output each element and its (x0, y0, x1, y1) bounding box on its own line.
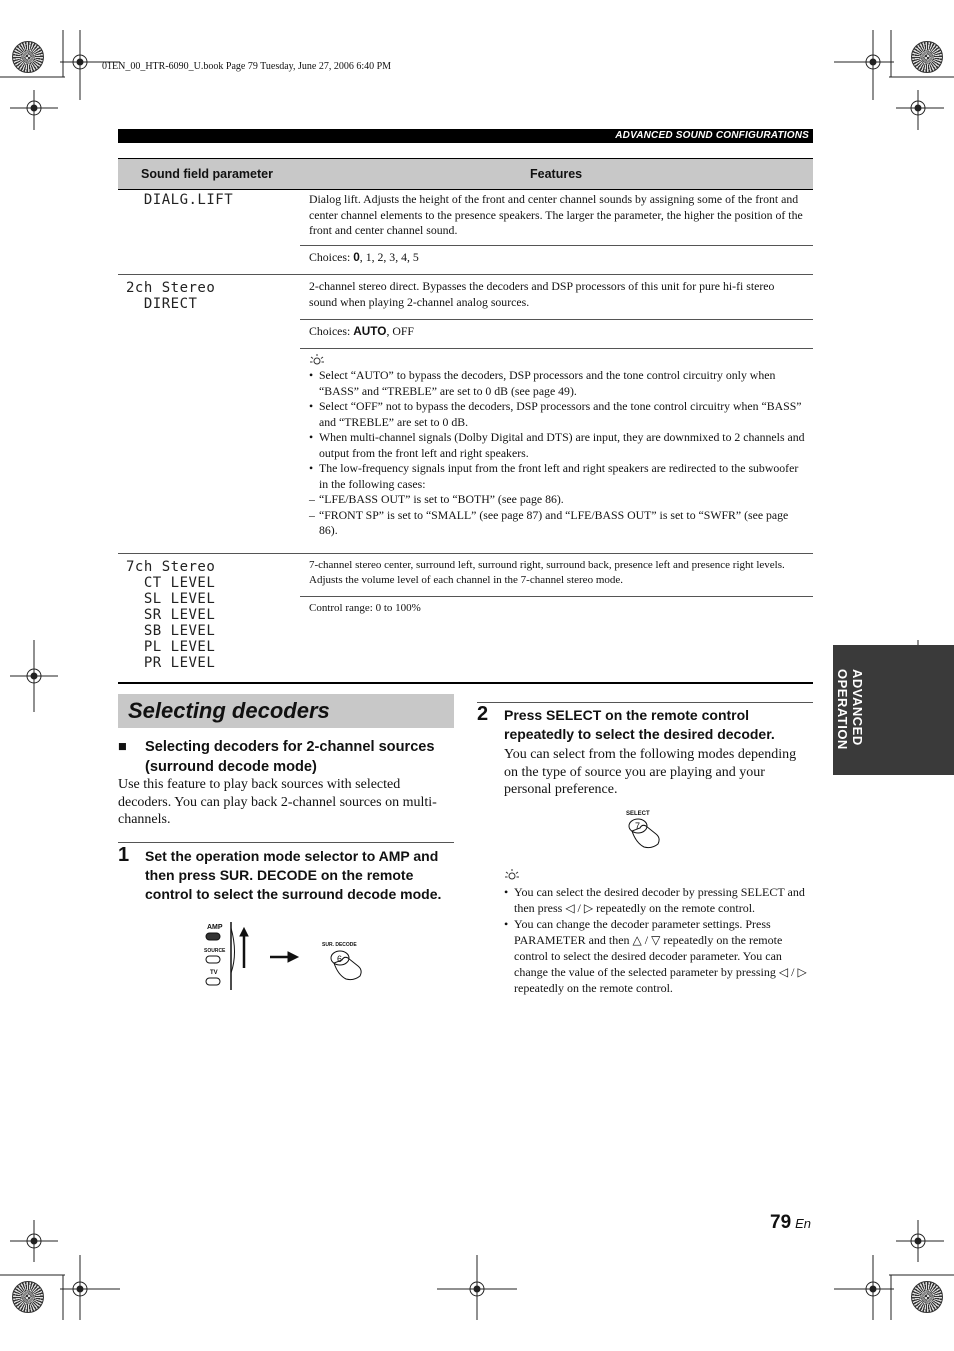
choices-2ch-stereo: Choices: AUTO, OFF (309, 324, 414, 338)
row-divider (118, 553, 813, 554)
table-bottom-rule (118, 682, 813, 684)
step-divider (477, 702, 813, 703)
fig1-source-label: SOURCE (204, 948, 226, 954)
fig1-tv-label: TV (210, 970, 218, 976)
fig1-sur-decode-label: SUR. DECODE (322, 942, 357, 948)
fig2-select-label: SELECT (626, 811, 650, 817)
choices-dialog-lift: Choices: 0, 1, 2, 3, 4, 5 (309, 250, 419, 264)
tip-item: • You can select the desired decoder by pressing SELECT and then press ◁ / ▷ repeatedly on the remote control. (504, 884, 809, 916)
sub-tip-item: – “LFE/BASS OUT” is set to “BOTH” (see page 86). (309, 492, 805, 508)
subheading-bullet: ■ (118, 739, 127, 755)
step-2-number: 2 (477, 703, 489, 725)
intro-text: Use this feature to play back sources with selected decoders. You can play back 2-channel sources on multi-channels. (118, 777, 437, 827)
step-divider (118, 842, 454, 843)
tip-item: • The low-frequency signals input from the front left and right speakers are redirected to the subwoofer in the following cases: (309, 461, 805, 492)
choice-default: 0 (353, 250, 360, 264)
choice-default: AUTO (353, 324, 387, 338)
column-header-features: Features (530, 167, 583, 181)
row-divider (300, 245, 813, 246)
subheading: Selecting decoders for 2-channel sources (surround decode mode) (145, 739, 435, 775)
section-header-bar (118, 129, 813, 143)
tip-item: • Select “OFF” not to bypass the decoders, DSP processors and the tone control circuitry when “BASS” and “TREBLE” are set to 0 dB. (309, 399, 805, 430)
control-range-7ch-stereo: Control range: 0 to 100% (309, 602, 421, 614)
row-divider (300, 319, 813, 320)
page-number: 79 (770, 1212, 792, 1233)
step-2-body: You can select from the following modes depending on the type of source you are playing and your personal preference. (504, 747, 797, 797)
fig1-key-6: 6 (337, 954, 343, 964)
feature-7ch-stereo: 7-channel stereo center, surround left, surround right, surround back, presence left and presence right levels. Adjusts the volume level of each channel in the 7-channel stereo mode. (309, 559, 785, 586)
tip-item: • Select “AUTO” to bypass the decoders, DSP processors and the tone control circuitry only when “BASS” and “TREBLE” are set to 0 dB (see page 49). (309, 368, 805, 399)
fig1-amp-label: AMP (207, 924, 223, 931)
step-2-text: Press SELECT on the remote control repeatedly to select the desired decoder. (504, 707, 775, 742)
tip-lightbulb-icon (309, 353, 325, 367)
param-7ch-stereo: 7ch Stereo CT LEVEL SL LEVEL SR LEVEL SB LEVEL PL LEVEL PR LEVEL (126, 559, 216, 671)
row-divider (118, 274, 813, 275)
column-header-parameter: Sound field parameter (141, 167, 273, 181)
tip-item: • You can change the decoder parameter settings. Press PARAMETER and then △ / ▽ repeatedly on the remote control to select the desired decoder parameter. You can change the value of the selected parameter by pressing ◁ / ▷ repeatedly on the remote control. (504, 916, 809, 996)
page-number-block (770, 1212, 811, 1234)
row-divider (300, 348, 813, 349)
page-language: En (795, 1216, 812, 1231)
feature-2ch-stereo: 2-channel stereo direct. Bypasses the decoders and DSP processors of this unit for pure hi-fi stereo sound when playing 2-channel analog sources. (309, 279, 775, 309)
book-info: 01EN_00_HTR-6090_U.book Page 79 Tuesday, June 27, 2006 6:40 PM (102, 61, 392, 72)
param-dialog-lift: DIALG.LIFT (126, 192, 234, 208)
tip-item: • When multi-channel signals (Dolby Digital and DTS) are input, they are downmixed to 2 channels and output from the front left and right speakers. (309, 430, 805, 461)
param-2ch-stereo: 2ch Stereo DIRECT (126, 280, 216, 312)
select-key-figure (620, 806, 680, 858)
section-header-label: ADVANCED SOUND CONFIGURATIONS (615, 130, 809, 141)
tips-step-2 (504, 884, 809, 996)
amp-mode-selector-figure (200, 918, 380, 996)
sub-tip-item: – “FRONT SP” is set to “SMALL” (see page 87) and “LFE/BASS OUT” is set to “SWFR” (see page 86). (309, 508, 805, 539)
side-tab-label: ADVANCED OPERATION (835, 669, 865, 750)
feature-dialog-lift: Dialog lift. Adjusts the height of the front and center channel sounds by assigning some of the front and center channel elements to the presence speakers. The larger the parameter, the higher the position of the front and center channel sound. (309, 192, 803, 237)
side-tab-advanced-operation (833, 645, 954, 775)
tips-2ch-stereo (309, 368, 805, 539)
section-title-box (118, 694, 454, 728)
step-1-text: Set the operation mode selector to AMP and then press SUR. DECODE on the remote control to select the surround decode mode. (145, 848, 442, 902)
section-title: Selecting decoders (128, 698, 330, 723)
table-header (118, 158, 813, 190)
row-divider (300, 596, 813, 597)
tip-lightbulb-icon (504, 868, 520, 882)
step-1-number: 1 (118, 844, 130, 866)
fig2-key-7: 7 (635, 821, 641, 831)
